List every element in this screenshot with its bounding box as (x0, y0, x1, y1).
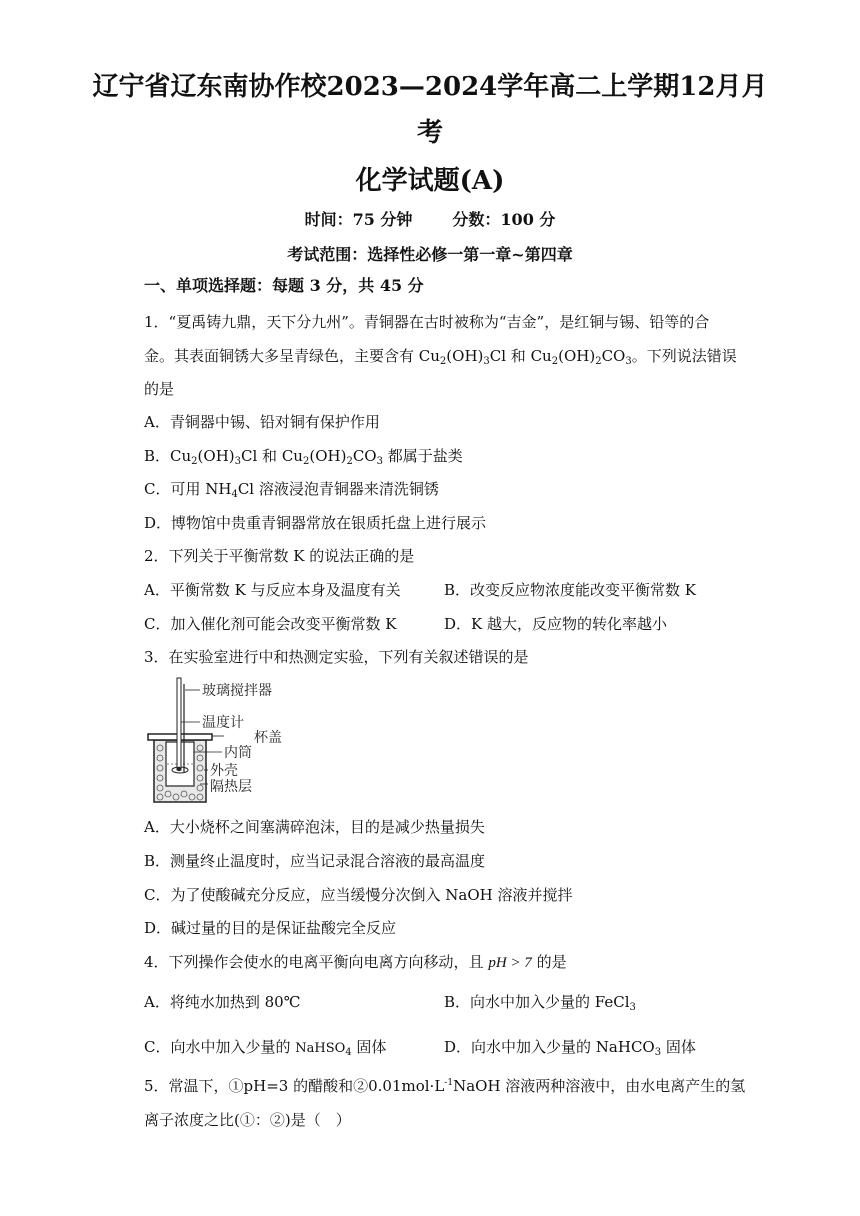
q3-option-b: B．测量终止温度时，应当记录混合溶液的最高温度 (144, 852, 486, 870)
q2-option-c: C．加入催化剂可能会改变平衡常数 K (144, 615, 397, 633)
q1-option-c: C．可用 $NH_4Cl$ 溶液浸泡青铜器来清洗铜锈 (144, 480, 439, 500)
q2-option-b: B．改变反应物浓度能改变平衡常数 K (444, 581, 696, 599)
q4-option-a: A．将纯水加热到 80℃ (144, 993, 301, 1011)
label-insulation: 隔热层 (210, 779, 252, 795)
q1-option-d: D．博物馆中贵重青铜器常放在银质托盘上进行展示 (144, 514, 487, 532)
q3-stem: 3．在实验室进行中和热测定实验，下列有关叙述错误的是 (144, 648, 529, 666)
exam-title-line1: 辽宁省辽东南协作校2023—2024学年高二上学期12月月 (92, 72, 768, 102)
calorimeter-diagram (144, 676, 294, 806)
q3-option-d: D．碱过量的目的是保证盐酸完全反应 (144, 919, 397, 937)
q5-stem-line1: 5．常温下，①pH=3 的醋酸和$②0.01mol\cdot L^{-1}NaOH$ 溶液两种溶液中，由水电离产生的氢 (144, 1077, 746, 1095)
q1-stem-line2: 金。其表面铜锈大多呈青绿色，主要含有 $Cu_2(OH)_3Cl$ 和 $Cu_2(OH)_2CO_3$。下列说法错误 (144, 347, 737, 367)
q4-option-d: D．向水中加入少量的 NaHCO$_3$ 固体 (444, 1038, 696, 1058)
q4-option-b: B．向水中加入少量的 FeCl$_3$ (444, 993, 636, 1013)
q1-option-b: B．$Cu_2(OH)_3Cl$ 和 $Cu_2(OH)_2CO_3$ 都属于盐类 (144, 447, 463, 467)
q1-stem-line3: 的是 (144, 380, 175, 398)
exam-time-score (0, 207, 860, 230)
q3-option-c: C．为了使酸碱充分反应，应当缓慢分次倒入 NaOH 溶液并搅拌 (144, 886, 573, 904)
label-glass-stirrer: 玻璃搅拌器 (202, 683, 272, 699)
q1-option-a: A．青铜器中锡、铅对铜有保护作用 (144, 413, 380, 431)
label-thermometer: 温度计 (202, 715, 244, 731)
exam-subtitle: 化学试题(A) (355, 166, 505, 196)
q3-option-a: A．大小烧杯之间塞满碎泡沫，目的是减少热量损失 (144, 818, 485, 836)
q2-option-d: D．K 越大，反应物的转化率越小 (444, 615, 668, 633)
exam-time: 时间：75 分钟 (304, 210, 413, 229)
q4-option-c: C．向水中加入少量的 NaHSO$_4$ 固体 (144, 1038, 387, 1058)
q2-option-a: A．平衡常数 K 与反应本身及温度有关 (144, 581, 401, 599)
section-heading: 一、单项选择题：每题 3 分，共 45 分 (144, 276, 424, 295)
label-inner-cup: 内筒 (224, 745, 252, 761)
exam-title-line2: 考 (416, 118, 443, 148)
q5-stem-line2: 离子浓度之比(①：②)是（ ） (144, 1111, 351, 1129)
exam-score: 分数：100 分 (452, 210, 556, 229)
q1-stem-line1: 1．“夏禹铸九鼎，天下分九州”。青铜器在古时被称为“吉金”，是红铜与锡、铅等的合 (144, 313, 710, 331)
label-lid: 杯盖 (254, 730, 282, 746)
exam-scope: 考试范围：选择性必修一第一章~第四章 (287, 245, 573, 264)
q2-stem: 2．下列关于平衡常数 K 的说法正确的是 (144, 547, 415, 565)
q4-stem: 4．下列操作会使水的电离平衡向电离方向移动，且 pH > 7 的是 (144, 953, 567, 971)
label-outer-shell: 外壳 (210, 763, 238, 779)
